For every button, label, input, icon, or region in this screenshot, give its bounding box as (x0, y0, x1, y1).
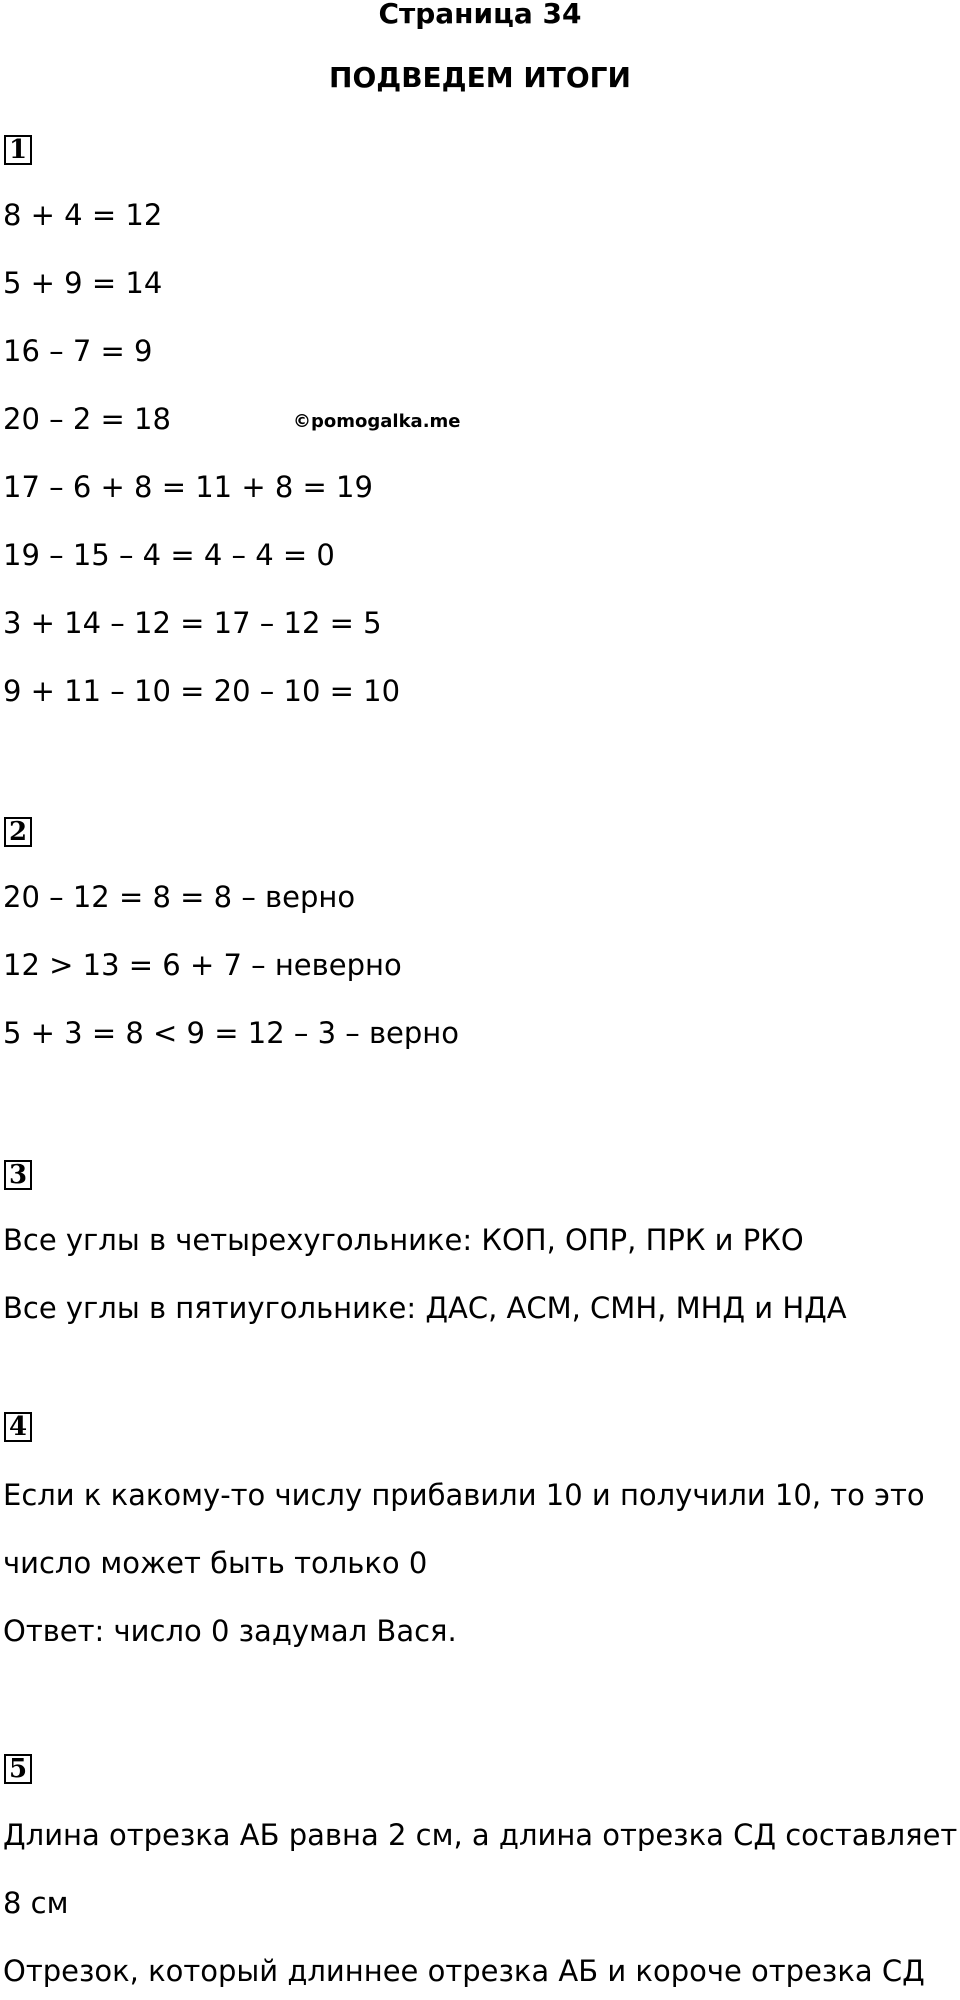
task-line: 8 + 4 = 12 (3, 198, 163, 232)
task-line: 5 + 9 = 14 (3, 266, 163, 300)
task-line: Если к какому-то числу прибавили 10 и получили 10, то это (3, 1478, 925, 1512)
task-line: число может быть только 0 (3, 1546, 428, 1580)
task-number-badge: 3 (4, 1160, 32, 1190)
task-line: 3 + 14 – 12 = 17 – 12 = 5 (3, 606, 382, 640)
task-number-badge: 2 (4, 817, 32, 847)
task-number-badge: 1 (4, 135, 32, 165)
watermark: ©pomogalka.me (293, 411, 461, 432)
task-line: 20 – 12 = 8 = 8 – верно (3, 880, 356, 914)
section-title: ПОДВЕДЕМ ИТОГИ (329, 61, 631, 94)
task-line: Отрезок, который длиннее отрезка АБ и короче отрезка СД (3, 1954, 925, 1988)
task-line: 17 – 6 + 8 = 11 + 8 = 19 (3, 470, 373, 504)
task-line: 9 + 11 – 10 = 20 – 10 = 10 (3, 674, 401, 708)
task-number-badge: 4 (4, 1412, 32, 1442)
task-line: 20 – 2 = 18 (3, 402, 171, 436)
task-line: 8 см (3, 1886, 69, 1920)
task-line: Все углы в четырехугольнике: КОП, ОПР, ПРК и РКО (3, 1223, 804, 1257)
task-line: 5 + 3 = 8 < 9 = 12 – 3 – верно (3, 1016, 460, 1050)
task-number-badge: 5 (4, 1754, 32, 1784)
task-line: Длина отрезка АБ равна 2 см, а длина отрезка СД составляет (3, 1818, 958, 1852)
task-line: 16 – 7 = 9 (3, 334, 153, 368)
page-label: Страница 34 (378, 0, 582, 30)
task-line: 19 – 15 – 4 = 4 – 4 = 0 (3, 538, 335, 572)
task-line: Ответ: число 0 задумал Вася. (3, 1614, 457, 1648)
task-line: 12 > 13 = 6 + 7 – неверно (3, 948, 402, 982)
task-line: Все углы в пятиугольнике: ДАС, АСМ, СМН, МНД и НДА (3, 1291, 847, 1325)
